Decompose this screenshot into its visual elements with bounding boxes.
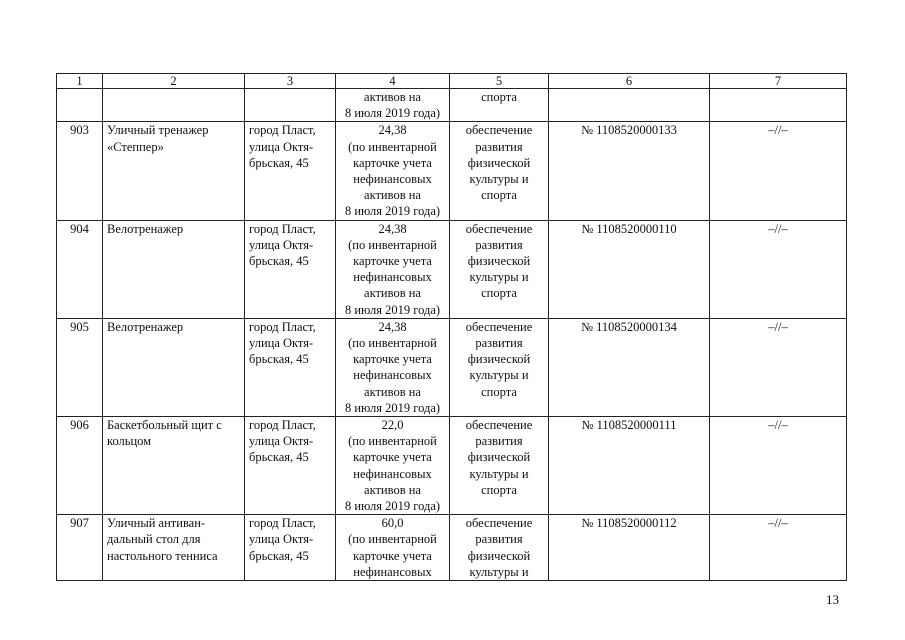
inventory-number: № 1108520000112 bbox=[549, 515, 710, 581]
col-header-6: 6 bbox=[549, 74, 710, 89]
item-value-line: нефинансовых bbox=[353, 368, 432, 383]
page-number: 13 bbox=[826, 592, 839, 607]
table-row bbox=[57, 220, 847, 318]
cont-cell-2 bbox=[103, 89, 245, 122]
item-purpose-line: обеспечение bbox=[465, 221, 533, 236]
item-purpose-line: физической bbox=[467, 254, 531, 269]
item-value-line: карточке учета bbox=[353, 548, 432, 563]
inventory-number: № 1108520000133 bbox=[549, 122, 710, 220]
item-value-line: 8 июля 2019 года) bbox=[344, 204, 441, 219]
item-address-line: улица Октя- bbox=[249, 336, 314, 351]
cont-cell-5 bbox=[450, 89, 549, 122]
item-purpose-line: культуры и bbox=[469, 564, 529, 579]
item-name-line: Велотренажер bbox=[107, 319, 184, 334]
item-value-line: нефинансовых bbox=[353, 270, 432, 285]
item-address-line: город Пласт, bbox=[249, 221, 316, 236]
item-address-line: улица Октя- bbox=[249, 237, 314, 252]
item-value-line: активов на bbox=[364, 482, 421, 497]
item-address-line: город Пласт, bbox=[249, 123, 316, 138]
property-table bbox=[56, 73, 847, 581]
item-name bbox=[103, 122, 245, 220]
item-value-line: 24,38 bbox=[378, 123, 407, 138]
item-address bbox=[245, 122, 336, 220]
cont-cell-3 bbox=[245, 89, 336, 122]
item-name bbox=[103, 220, 245, 318]
row-number: 906 bbox=[57, 417, 103, 515]
cont-value-line: 8 июля 2019 года) bbox=[344, 106, 441, 121]
item-address-line: брьская, 45 bbox=[249, 155, 309, 170]
item-value-line: 8 июля 2019 года) bbox=[344, 302, 441, 317]
item-name-line: кольцом bbox=[107, 434, 152, 449]
item-address-line: брьская, 45 bbox=[249, 450, 309, 465]
item-purpose bbox=[450, 515, 549, 581]
table-row bbox=[57, 318, 847, 416]
item-purpose-line: культуры и bbox=[469, 270, 529, 285]
col-header-1: 1 bbox=[57, 74, 103, 89]
item-address-line: брьская, 45 bbox=[249, 548, 309, 563]
item-purpose-line: физической bbox=[467, 450, 531, 465]
item-purpose-line: спорта bbox=[481, 384, 517, 399]
item-value-line: карточке учета bbox=[353, 352, 432, 367]
ditto-mark: –//– bbox=[710, 417, 847, 515]
item-purpose-line: культуры и bbox=[469, 466, 529, 481]
item-value-line: карточке учета bbox=[353, 254, 432, 269]
item-purpose-line: развития bbox=[475, 532, 523, 547]
header-row bbox=[57, 74, 847, 89]
item-name-line: Уличный тренажер bbox=[107, 123, 209, 138]
item-name-line: дальный стол для bbox=[107, 532, 201, 547]
item-value-line: активов на bbox=[364, 188, 421, 203]
item-address-line: улица Октя- bbox=[249, 139, 314, 154]
item-value bbox=[336, 417, 450, 515]
item-purpose-line: физической bbox=[467, 155, 531, 170]
item-value-line: нефинансовых bbox=[353, 172, 432, 187]
item-name bbox=[103, 417, 245, 515]
inventory-number: № 1108520000110 bbox=[549, 220, 710, 318]
table-row bbox=[57, 122, 847, 220]
item-address-line: улица Октя- bbox=[249, 434, 314, 449]
item-value-line: нефинансовых bbox=[353, 564, 432, 579]
col-header-3: 3 bbox=[245, 74, 336, 89]
item-address-line: брьская, 45 bbox=[249, 352, 309, 367]
item-value-line: карточке учета bbox=[353, 450, 432, 465]
item-value-line: 24,38 bbox=[378, 221, 407, 236]
row-number: 905 bbox=[57, 318, 103, 416]
item-value-line: (по инвентарной bbox=[348, 434, 437, 449]
item-value-line: 60,0 bbox=[381, 516, 404, 531]
item-purpose-line: обеспечение bbox=[465, 319, 533, 334]
cont-value-line: активов на bbox=[364, 90, 421, 104]
item-purpose-line: развития bbox=[475, 139, 523, 154]
table-body bbox=[57, 89, 847, 581]
item-address-line: город Пласт, bbox=[249, 516, 316, 531]
item-purpose-line: культуры и bbox=[469, 172, 529, 187]
row-number: 903 bbox=[57, 122, 103, 220]
cont-purpose-line: спорта bbox=[481, 90, 517, 104]
item-purpose bbox=[450, 122, 549, 220]
item-purpose-line: обеспечение bbox=[465, 123, 533, 138]
item-name-line: Велотренажер bbox=[107, 221, 184, 236]
item-value-line: (по инвентарной bbox=[348, 139, 437, 154]
item-purpose bbox=[450, 220, 549, 318]
inventory-number: № 1108520000134 bbox=[549, 318, 710, 416]
cont-cell-4 bbox=[336, 89, 450, 122]
item-name-line: Уличный антиван- bbox=[107, 516, 206, 531]
item-address bbox=[245, 318, 336, 416]
item-purpose-line: обеспечение bbox=[465, 418, 533, 433]
col-header-4: 4 bbox=[336, 74, 450, 89]
item-value-line: (по инвентарной bbox=[348, 336, 437, 351]
ditto-mark: –//– bbox=[710, 122, 847, 220]
inventory-number: № 1108520000111 bbox=[549, 417, 710, 515]
table-row bbox=[57, 417, 847, 515]
col-header-2: 2 bbox=[103, 74, 245, 89]
ditto-mark: –//– bbox=[710, 318, 847, 416]
item-purpose-line: обеспечение bbox=[465, 516, 533, 531]
item-name bbox=[103, 515, 245, 581]
item-address-line: город Пласт, bbox=[249, 319, 316, 334]
col-header-7: 7 bbox=[710, 74, 847, 89]
item-name-line: «Степпер» bbox=[107, 139, 164, 154]
item-purpose-line: спорта bbox=[481, 188, 517, 203]
item-value-line: 22,0 bbox=[381, 418, 404, 433]
cont-cell-1 bbox=[57, 89, 103, 122]
ditto-mark: –//– bbox=[710, 515, 847, 581]
item-value-line: 8 июля 2019 года) bbox=[344, 499, 441, 514]
item-value-line: нефинансовых bbox=[353, 466, 432, 481]
item-value-line: карточке учета bbox=[353, 155, 432, 170]
item-value-line: активов на bbox=[364, 384, 421, 399]
item-address bbox=[245, 417, 336, 515]
item-address bbox=[245, 220, 336, 318]
item-value bbox=[336, 318, 450, 416]
item-purpose-line: спорта bbox=[481, 482, 517, 497]
item-value bbox=[336, 220, 450, 318]
item-name-line: настольного тенниса bbox=[107, 548, 218, 563]
item-purpose bbox=[450, 318, 549, 416]
item-address-line: улица Октя- bbox=[249, 532, 314, 547]
row-number: 907 bbox=[57, 515, 103, 581]
item-address-line: брьская, 45 bbox=[249, 254, 309, 269]
item-purpose-line: развития bbox=[475, 434, 523, 449]
item-value bbox=[336, 515, 450, 581]
table-row bbox=[57, 515, 847, 581]
cont-cell-6 bbox=[549, 89, 710, 122]
item-value bbox=[336, 122, 450, 220]
cont-cell-7 bbox=[710, 89, 847, 122]
item-value-line: (по инвентарной bbox=[348, 532, 437, 547]
item-name bbox=[103, 318, 245, 416]
item-purpose-line: спорта bbox=[481, 286, 517, 301]
item-purpose-line: физической bbox=[467, 548, 531, 563]
item-value-line: активов на bbox=[364, 286, 421, 301]
item-purpose-line: развития bbox=[475, 336, 523, 351]
item-name-line: Баскетбольный щит с bbox=[107, 418, 222, 433]
item-purpose-line: развития bbox=[475, 237, 523, 252]
item-purpose-line: культуры и bbox=[469, 368, 529, 383]
row-number: 904 bbox=[57, 220, 103, 318]
continuation-row bbox=[57, 89, 847, 122]
item-value-line: 24,38 bbox=[378, 319, 407, 334]
item-address bbox=[245, 515, 336, 581]
item-purpose-line: физической bbox=[467, 352, 531, 367]
col-header-5: 5 bbox=[450, 74, 549, 89]
item-value-line: 8 июля 2019 года) bbox=[344, 400, 441, 415]
ditto-mark: –//– bbox=[710, 220, 847, 318]
item-value-line: (по инвентарной bbox=[348, 237, 437, 252]
item-purpose bbox=[450, 417, 549, 515]
item-address-line: город Пласт, bbox=[249, 418, 316, 433]
